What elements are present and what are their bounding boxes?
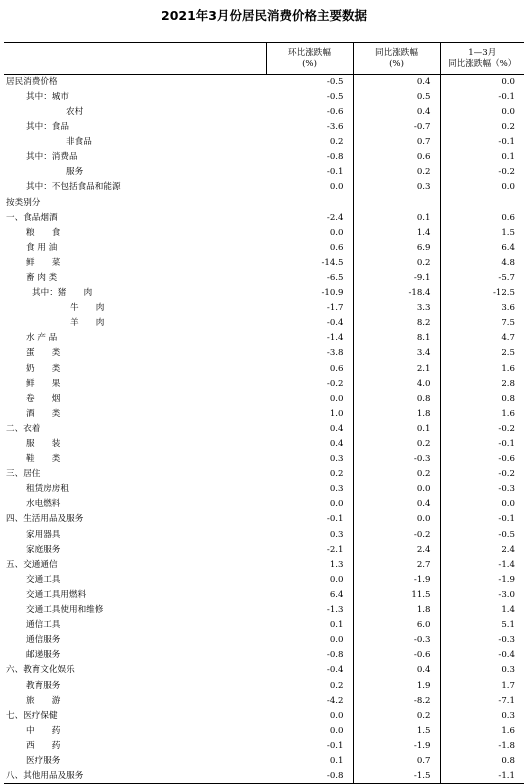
cell-yoy (353, 195, 440, 210)
cell-yoy: 1.9 (353, 678, 440, 693)
row-label: 租赁房房租 (26, 484, 69, 495)
table-row (4, 361, 524, 376)
row-label: 牛 肉 (70, 303, 105, 314)
table-row (4, 769, 524, 784)
cell-ytd: -0.1 (440, 135, 524, 150)
cell-yoy: 4.0 (353, 376, 440, 391)
cell-ytd: -12.5 (440, 286, 524, 301)
table-row (4, 754, 524, 769)
cell-yoy: 0.7 (353, 135, 440, 150)
cell-yoy: 8.1 (353, 331, 440, 346)
cell-mom: 1.0 (329, 408, 344, 419)
table-row (4, 135, 524, 150)
cell-ytd: -0.4 (440, 648, 524, 663)
cell-ytd: -7.1 (440, 693, 524, 708)
table-row (4, 120, 524, 135)
cell-mom: -2.1 (326, 544, 344, 555)
header-mom (266, 43, 353, 75)
cell-mom: -3.8 (326, 348, 344, 359)
cell-yoy: -8.2 (353, 693, 440, 708)
table-row (4, 75, 524, 90)
row-label: 七、医疗保健 (6, 710, 58, 721)
table-row (4, 391, 524, 406)
cell-mom: 0.2 (329, 680, 344, 691)
cell-yoy: 11.5 (353, 588, 440, 603)
cell-mom: -0.1 (326, 740, 344, 751)
cell-ytd: -5.7 (440, 271, 524, 286)
cell-yoy: 0.2 (353, 708, 440, 723)
cell-ytd: 0.1 (440, 150, 524, 165)
table-row (4, 678, 524, 693)
cell-ytd: -1.4 (440, 558, 524, 573)
cell-yoy: -0.6 (353, 648, 440, 663)
table-row (4, 271, 524, 286)
row-label: 其中：食品 (26, 122, 69, 133)
cell-yoy: 0.8 (353, 391, 440, 406)
cell-mom: -0.8 (266, 769, 353, 784)
row-label: 一、食品烟酒 (6, 212, 58, 223)
cell-mom: 0.6 (329, 242, 344, 253)
cell-mom: -2.4 (326, 212, 344, 223)
row-label: 卷 烟 (26, 393, 61, 404)
row-label: 鞋 类 (26, 454, 61, 465)
cell-ytd: 0.8 (440, 391, 524, 406)
cell-mom: -0.5 (326, 91, 344, 102)
cell-mom: -0.4 (326, 665, 344, 676)
table-row (4, 180, 524, 195)
cell-ytd: 0.6 (440, 210, 524, 225)
row-label: 旅 游 (26, 695, 61, 706)
table-row (4, 603, 524, 618)
cell-ytd: -0.1 (440, 512, 524, 527)
row-label: 羊 肉 (70, 318, 105, 329)
table-row (4, 573, 524, 588)
cell-yoy: 1.8 (353, 407, 440, 422)
header-ytd-line1: 1—3月 (468, 47, 497, 58)
row-label: 非食品 (66, 137, 92, 148)
row-label: 邮递服务 (26, 650, 61, 661)
row-label: 水电燃料 (26, 499, 61, 510)
row-label: 奶 类 (26, 363, 61, 374)
page-title: 2021年3月份居民消费价格主要数据 (161, 8, 367, 23)
table-row (4, 331, 524, 346)
row-label: 按类别分 (6, 197, 41, 208)
table-row (4, 165, 524, 180)
cell-yoy: 0.0 (353, 482, 440, 497)
cell-ytd: 4.7 (440, 331, 524, 346)
cell-yoy: 6.0 (353, 618, 440, 633)
cell-mom: 0.3 (329, 484, 344, 495)
cell-ytd: -0.5 (440, 527, 524, 542)
cell-yoy: 0.6 (353, 150, 440, 165)
table-row (4, 376, 524, 391)
table-row (4, 482, 524, 497)
table-row (4, 422, 524, 437)
row-label: 四、生活用品及服务 (6, 514, 84, 525)
cell-yoy: 1.8 (353, 603, 440, 618)
cell-yoy: 0.2 (353, 467, 440, 482)
cell-mom: -14.5 (321, 257, 344, 268)
cell-yoy: 1.4 (353, 225, 440, 240)
row-label: 鲜 果 (26, 378, 61, 389)
cell-mom: 0.0 (329, 574, 344, 585)
row-label: 交通工具用燃料 (26, 589, 87, 600)
table-row (4, 346, 524, 361)
cell-ytd: -3.0 (440, 588, 524, 603)
cell-mom: -0.2 (326, 378, 344, 389)
cell-ytd: 2.5 (440, 346, 524, 361)
row-label: 其中：猪 肉 (32, 288, 93, 299)
cell-ytd: 2.4 (440, 542, 524, 557)
table-row (4, 497, 524, 512)
row-label: 服 装 (26, 439, 61, 449)
row-label: 农村 (66, 106, 84, 117)
cpi-data-table (4, 42, 524, 784)
cell-mom: 0.0 (329, 710, 344, 721)
row-label: 其中：城市 (26, 91, 69, 102)
cell-mom: 0.1 (329, 755, 344, 766)
cell-ytd: 4.8 (440, 256, 524, 271)
table-row (4, 693, 524, 708)
cell-yoy: 0.2 (353, 437, 440, 452)
row-label: 食 用 油 (26, 242, 58, 253)
cell-ytd: 5.1 (440, 618, 524, 633)
header-mom-line2: (%) (302, 58, 317, 69)
cell-yoy: 6.9 (353, 241, 440, 256)
cell-mom: 0.4 (329, 423, 344, 434)
table-row (4, 286, 524, 301)
row-label: 酒 类 (26, 408, 61, 419)
row-label: 西 药 (26, 740, 61, 751)
row-label: 六、教育文化娱乐 (6, 665, 75, 676)
cell-ytd: 2.8 (440, 376, 524, 391)
cell-mom: -0.5 (326, 77, 344, 87)
cell-yoy: -0.2 (353, 527, 440, 542)
cell-mom: 6.4 (329, 589, 344, 600)
cell-yoy: 1.5 (353, 724, 440, 739)
cell-mom: 0.2 (329, 469, 344, 480)
cell-yoy: 0.7 (353, 754, 440, 769)
cell-ytd: 0.8 (440, 754, 524, 769)
header-mom-line1: 环比涨跌幅 (288, 47, 331, 58)
row-label: 教育服务 (26, 680, 61, 691)
table-row (4, 437, 524, 452)
cell-mom: -0.8 (326, 152, 344, 163)
row-label: 鲜 菜 (26, 257, 61, 268)
header-yoy-line2: (%) (389, 58, 404, 69)
table-row (4, 105, 524, 120)
cell-mom: -1.4 (326, 333, 344, 344)
cell-mom: -0.8 (326, 650, 344, 661)
cell-yoy: -0.7 (353, 120, 440, 135)
table-row (4, 648, 524, 663)
table-row (4, 150, 524, 165)
table-row (4, 256, 524, 271)
cell-ytd: -0.3 (440, 482, 524, 497)
cell-ytd: 0.0 (440, 497, 524, 512)
header-yoy (353, 43, 440, 75)
cell-mom: -0.1 (326, 167, 344, 178)
cell-ytd: 3.6 (440, 301, 524, 316)
table-row (4, 90, 524, 105)
table-row (4, 301, 524, 316)
cell-mom: 0.0 (329, 182, 344, 193)
cell-ytd: 0.0 (440, 75, 524, 90)
table-body (4, 75, 524, 784)
table-row (4, 708, 524, 723)
table-row (4, 724, 524, 739)
cell-ytd: 0.3 (440, 708, 524, 723)
cell-yoy: 3.4 (353, 346, 440, 361)
table-row (4, 195, 524, 210)
cell-yoy: 0.4 (353, 663, 440, 678)
row-label: 五、交通通信 (6, 559, 58, 570)
cell-mom: -10.9 (321, 288, 344, 299)
cell-ytd: -1.9 (440, 573, 524, 588)
cell-mom: 0.4 (329, 439, 344, 449)
cell-yoy: 0.4 (353, 75, 440, 90)
cell-yoy: 0.1 (353, 210, 440, 225)
table-row (4, 452, 524, 467)
cell-mom: 0.0 (329, 725, 344, 736)
cell-ytd: 7.5 (440, 316, 524, 331)
cell-ytd: -0.2 (440, 467, 524, 482)
table-row (4, 225, 524, 240)
cell-yoy: -18.4 (353, 286, 440, 301)
cell-mom: 0.0 (329, 227, 344, 238)
cell-ytd: -0.1 (440, 90, 524, 105)
cell-yoy: -1.5 (353, 769, 440, 784)
row-label: 粮 食 (26, 227, 61, 238)
cell-ytd: 0.0 (440, 105, 524, 120)
table-row (4, 407, 524, 422)
cell-mom: 0.1 (329, 620, 344, 631)
cell-mom (266, 195, 353, 210)
cell-yoy: 0.4 (353, 497, 440, 512)
table-row (4, 210, 524, 225)
table-row (4, 618, 524, 633)
cell-ytd: 1.6 (440, 407, 524, 422)
cell-mom: 1.3 (329, 559, 344, 570)
cell-mom: -0.6 (326, 106, 344, 117)
cell-yoy: 0.4 (353, 105, 440, 120)
cell-yoy: 2.4 (353, 542, 440, 557)
cell-mom: 0.2 (329, 137, 344, 148)
cell-ytd: 1.5 (440, 225, 524, 240)
row-label: 家用器具 (26, 529, 61, 540)
cell-ytd: -0.3 (440, 633, 524, 648)
cell-mom: -1.3 (326, 605, 344, 616)
cell-yoy: -0.3 (353, 633, 440, 648)
table-row (4, 663, 524, 678)
row-label: 交通工具使用和维修 (26, 605, 104, 616)
cell-yoy: 8.2 (353, 316, 440, 331)
row-label: 二、衣着 (6, 423, 41, 434)
cell-yoy: 2.7 (353, 558, 440, 573)
cell-yoy: -1.9 (353, 573, 440, 588)
row-label: 蛋 类 (26, 348, 61, 359)
table-row (4, 467, 524, 482)
row-label: 其中：不包括食品和能源 (26, 182, 121, 193)
table-row (4, 542, 524, 557)
row-label: 居民消费价格 (6, 77, 58, 87)
table-row (4, 527, 524, 542)
header-yoy-line1: 同比涨跌幅 (375, 47, 418, 58)
row-label: 八、其他用品及服务 (4, 769, 266, 784)
cell-yoy: 3.3 (353, 301, 440, 316)
table-row (4, 316, 524, 331)
cell-ytd: 6.4 (440, 241, 524, 256)
cell-ytd: -0.2 (440, 422, 524, 437)
cell-ytd: -1.1 (440, 769, 524, 784)
cell-yoy: 0.0 (353, 512, 440, 527)
cell-yoy: -1.9 (353, 739, 440, 754)
cell-yoy: 0.2 (353, 256, 440, 271)
cell-mom: 0.0 (329, 635, 344, 646)
row-label: 家庭服务 (26, 544, 61, 555)
cell-ytd: -1.8 (440, 739, 524, 754)
cell-ytd: -0.6 (440, 452, 524, 467)
row-label: 其中：消费品 (26, 152, 78, 163)
cell-mom: 0.3 (329, 454, 344, 465)
cell-ytd: 1.6 (440, 361, 524, 376)
cell-ytd: 0.3 (440, 663, 524, 678)
row-label: 交通工具 (26, 574, 61, 585)
cell-ytd (440, 195, 524, 210)
table-row (4, 512, 524, 527)
cell-mom: -6.5 (326, 272, 344, 283)
cell-ytd: 1.7 (440, 678, 524, 693)
cell-ytd: 0.2 (440, 120, 524, 135)
cell-yoy: 0.2 (353, 165, 440, 180)
table-row (4, 739, 524, 754)
cell-mom: 0.0 (329, 393, 344, 404)
cell-mom: -1.7 (326, 303, 344, 314)
cell-mom: -3.6 (326, 122, 344, 133)
cell-ytd: -0.2 (440, 165, 524, 180)
table-row (4, 633, 524, 648)
row-label: 通信工具 (26, 620, 61, 631)
header-category (4, 43, 266, 75)
row-label: 医疗服务 (26, 755, 61, 766)
table-header-row (4, 43, 524, 75)
cell-mom: 0.6 (329, 363, 344, 374)
cell-mom: 0.0 (329, 499, 344, 510)
cell-yoy: -9.1 (353, 271, 440, 286)
row-label: 畜 肉 类 (26, 272, 58, 283)
cell-mom: -0.4 (326, 318, 344, 329)
table-row (4, 558, 524, 573)
header-ytd (440, 43, 524, 75)
table-row (4, 241, 524, 256)
cell-ytd: 1.4 (440, 603, 524, 618)
row-label: 水 产 品 (26, 333, 58, 344)
cell-ytd: 0.0 (440, 180, 524, 195)
cell-mom: -4.2 (326, 695, 344, 706)
row-label: 三、居住 (6, 469, 41, 480)
cell-yoy: 0.5 (353, 90, 440, 105)
row-label: 通信服务 (26, 635, 61, 646)
cell-yoy: 0.1 (353, 422, 440, 437)
cell-ytd: -0.1 (440, 437, 524, 452)
cell-yoy: 0.3 (353, 180, 440, 195)
cell-mom: -0.1 (326, 514, 344, 525)
table-row (4, 588, 524, 603)
cell-ytd: 1.6 (440, 724, 524, 739)
header-ytd-line2: 同比涨跌幅（%） (448, 58, 517, 69)
cell-mom: 0.3 (329, 529, 344, 540)
row-label: 服务 (66, 167, 84, 178)
cell-yoy: 2.1 (353, 361, 440, 376)
cell-yoy: -0.3 (353, 452, 440, 467)
row-label: 中 药 (26, 725, 61, 736)
